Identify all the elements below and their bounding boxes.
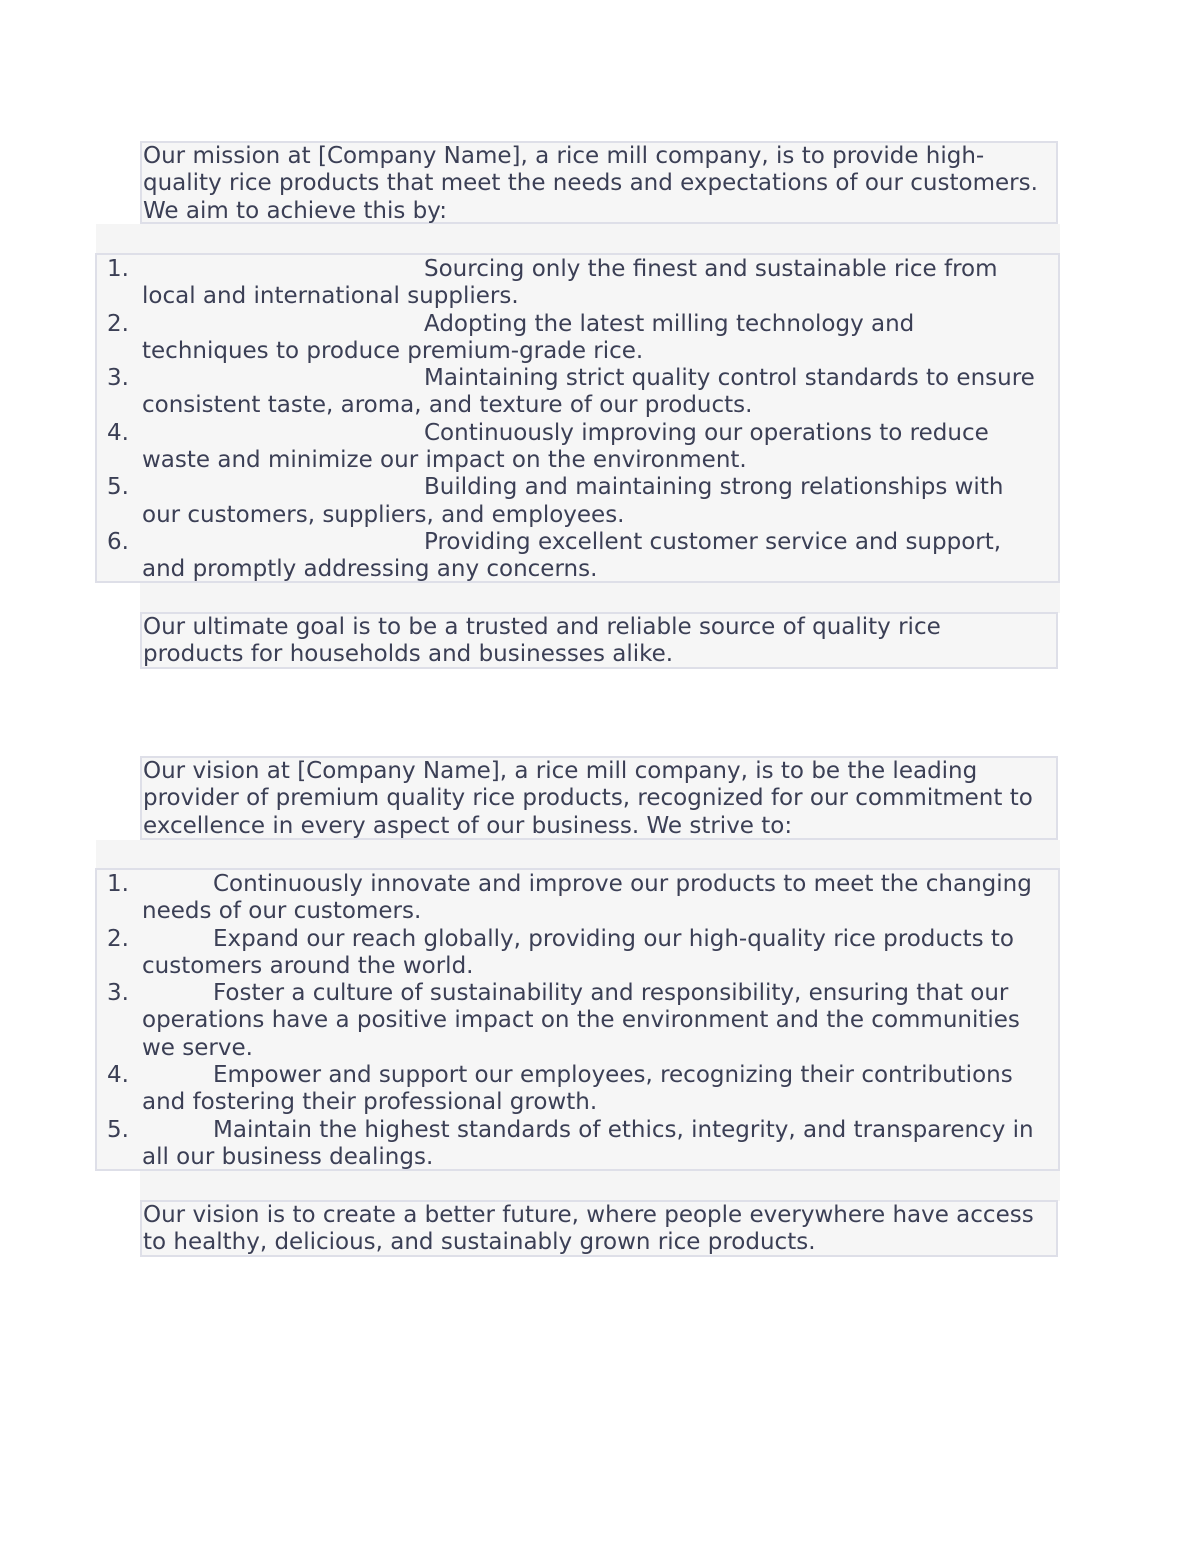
list-number: 2. (107, 310, 129, 337)
spacer-band (96, 224, 1060, 254)
list-item-text: waste and minimize our impact on the environment. (142, 447, 747, 474)
vision-list-item (97, 1062, 1058, 1117)
list-item-text: our customers, suppliers, and employees. (142, 501, 625, 528)
spacer-band (140, 1171, 1060, 1201)
vision-closing-line: Our vision is to create a better future, where people everywhere have access (143, 1202, 1034, 1228)
vision-intro-line: excellence in every aspect of our business. We strive to: (143, 812, 793, 839)
vision-closing-paragraph (140, 1200, 1058, 1257)
list-number: 1. (107, 256, 129, 282)
list-item-text: Providing excellent customer service and support, (424, 528, 1002, 555)
list-item-text: we serve. (142, 1034, 253, 1061)
mission-closing-line: Our ultimate goal is to be a trusted and reliable source of quality rice (143, 614, 941, 640)
mission-list (95, 253, 1060, 583)
list-item-text: Maintain the highest standards of ethics, integrity, and transparency in (213, 1116, 1034, 1143)
list-number: 1. (107, 871, 129, 897)
vision-list-item (97, 871, 1058, 926)
list-item-text: operations have a positive impact on the environment and the communities (142, 1007, 1020, 1034)
list-item-text: Continuously improving our operations to reduce (424, 419, 989, 446)
mission-list-item (97, 474, 1058, 529)
list-item-text: and promptly addressing any concerns. (142, 556, 598, 583)
list-item-text: Expand our reach globally, providing our high-quality rice products to (213, 925, 1014, 952)
mission-list-item (97, 420, 1058, 475)
vision-list-item (97, 1117, 1058, 1172)
list-item-text: Sourcing only the finest and sustainable rice from (424, 256, 998, 282)
vision-list (95, 868, 1060, 1171)
mission-list-item (97, 365, 1058, 420)
mission-list-item (97, 529, 1058, 584)
list-number: 5. (107, 1116, 129, 1143)
spacer-band (140, 583, 1060, 613)
mission-closing-line: products for households and businesses alike. (143, 641, 674, 668)
list-number: 4. (107, 1062, 129, 1089)
mission-intro-paragraph (140, 141, 1058, 224)
mission-intro-line: Our mission at [Company Name], a rice mill company, is to provide high- (143, 143, 985, 169)
list-item-text: and fostering their professional growth. (142, 1089, 598, 1116)
list-number: 2. (107, 925, 129, 952)
list-item-text: Foster a culture of sustainability and responsibility, ensuring that our (213, 980, 1009, 1007)
mission-intro-line: quality rice products that meet the needs and expectations of our customers. (143, 170, 1038, 197)
list-item-text: consistent taste, aroma, and texture of our products. (142, 392, 753, 419)
mission-closing-paragraph (140, 612, 1058, 669)
list-item-text: Building and maintaining strong relationships with (424, 474, 1004, 501)
vision-closing-line: to healthy, delicious, and sustainably grown rice products. (143, 1229, 816, 1256)
vision-list-item (97, 926, 1058, 981)
list-item-text: local and international suppliers. (142, 283, 519, 310)
list-number: 6. (107, 528, 129, 555)
list-item-text: customers around the world. (142, 952, 474, 979)
list-item-text: Maintaining strict quality control standards to ensure (424, 365, 1035, 392)
list-number: 4. (107, 419, 129, 446)
vision-intro-line: Our vision at [Company Name], a rice mill company, is to be the leading (143, 758, 978, 784)
list-item-text: needs of our customers. (142, 898, 422, 925)
list-item-text: Adopting the latest milling technology and (424, 310, 915, 337)
list-number: 3. (107, 365, 129, 392)
vision-intro-paragraph (140, 756, 1058, 840)
mission-list-item (97, 256, 1058, 311)
mission-intro-line: We aim to achieve this by: (143, 197, 447, 224)
list-number: 3. (107, 980, 129, 1007)
list-item-text: Empower and support our employees, recognizing their contributions (213, 1062, 1013, 1089)
vision-list-item (97, 980, 1058, 1062)
mission-list-item (97, 311, 1058, 366)
list-item-text: techniques to produce premium-grade rice. (142, 337, 644, 364)
list-item-text: Continuously innovate and improve our products to meet the changing (213, 871, 1032, 897)
vision-intro-line: provider of premium quality rice products, recognized for our commitment to (143, 785, 1033, 812)
spacer-band (96, 840, 1060, 870)
list-item-text: all our business dealings. (142, 1143, 434, 1170)
list-number: 5. (107, 474, 129, 501)
